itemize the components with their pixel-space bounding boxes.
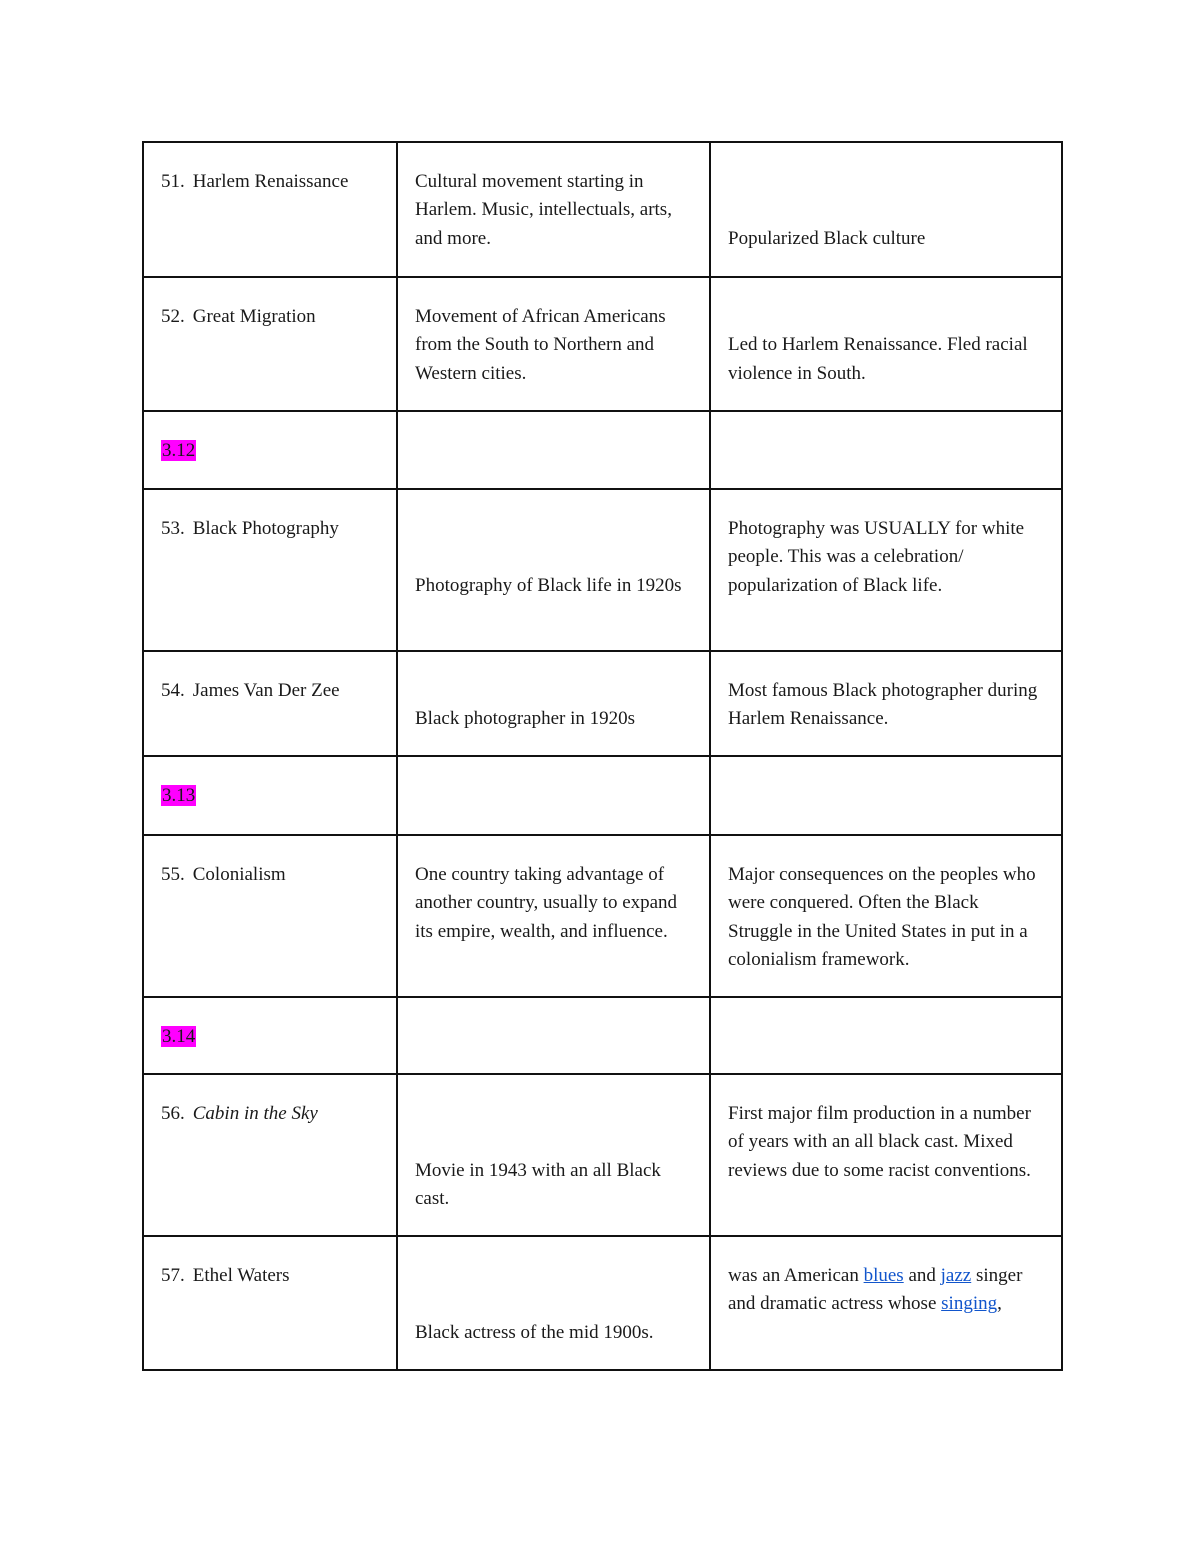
significance-cell bbox=[710, 142, 1062, 277]
empty-cell bbox=[710, 997, 1062, 1074]
table-row bbox=[143, 1236, 1062, 1370]
blues-link[interactable]: blues bbox=[863, 1265, 904, 1286]
definition-text: Movie in 1943 with an all Black cast. bbox=[415, 1159, 661, 1209]
term-text: Cabin in the Sky bbox=[192, 1103, 318, 1124]
definition-cell bbox=[397, 1236, 710, 1370]
term-number: 56. bbox=[161, 1103, 185, 1124]
term-number: 57. bbox=[161, 1265, 185, 1286]
definition-cell bbox=[397, 489, 710, 651]
term-number: 54. bbox=[161, 680, 185, 701]
table-row bbox=[143, 142, 1062, 277]
significance-text: Popularized Black culture bbox=[728, 227, 926, 249]
empty-cell bbox=[710, 411, 1062, 489]
definition-text: One country taking advantage of another country, usually to expand its empire, wealth, and influence. bbox=[415, 864, 678, 942]
significance-cell bbox=[710, 489, 1062, 651]
definition-text: Black photographer in 1920s bbox=[415, 708, 636, 730]
significance-text: Most famous Black photographer during Harlem Renaissance. bbox=[728, 680, 1038, 730]
significance-cell bbox=[710, 1074, 1062, 1236]
term-text: James Van Der Zee bbox=[192, 680, 340, 701]
term-number: 51. bbox=[161, 171, 185, 192]
significance-text: Led to Harlem Renaissance. Fled racial violence in South. bbox=[728, 334, 1028, 384]
empty-cell bbox=[397, 756, 710, 835]
term-number: 55. bbox=[161, 864, 185, 885]
section-cell bbox=[143, 411, 397, 489]
term-cell bbox=[143, 489, 397, 651]
term-text: Colonialism bbox=[192, 864, 286, 885]
term-cell bbox=[143, 142, 397, 277]
definition-text: Cultural movement starting in Harlem. Music, intellectuals, arts, and more. bbox=[415, 171, 672, 249]
significance-text-3: singer and dramatic actress whose bbox=[728, 1265, 1023, 1315]
significance-text: Major consequences on the peoples who were conquered. Often the Black Struggle in the United States in put in a colonialism framework. bbox=[728, 864, 1036, 970]
significance-cell bbox=[710, 277, 1062, 411]
empty-cell bbox=[710, 756, 1062, 835]
term-cell bbox=[143, 277, 397, 411]
term-cell bbox=[143, 1074, 397, 1236]
significance-cell bbox=[710, 835, 1062, 997]
section-row bbox=[143, 411, 1062, 489]
empty-cell bbox=[397, 997, 710, 1074]
significance-cell bbox=[710, 651, 1062, 756]
term-cell bbox=[143, 1236, 397, 1370]
section-row bbox=[143, 756, 1062, 835]
term-text: Black Photography bbox=[192, 518, 339, 539]
section-cell bbox=[143, 997, 397, 1074]
definition-cell bbox=[397, 651, 710, 756]
definition-cell bbox=[397, 142, 710, 277]
table-row bbox=[143, 651, 1062, 756]
definition-text: Photography of Black life in 1920s bbox=[415, 574, 682, 596]
significance-text-1: was an American bbox=[728, 1265, 864, 1286]
term-cell bbox=[143, 651, 397, 756]
term-text: Great Migration bbox=[192, 306, 316, 327]
significance-text: First major film production in a number of years with an all black cast. Mixed reviews due to some racist conventions. bbox=[728, 1103, 1031, 1181]
jazz-link[interactable]: jazz bbox=[940, 1265, 972, 1286]
term-number: 53. bbox=[161, 518, 185, 539]
significance-text-2: and bbox=[903, 1265, 941, 1286]
term-text: Ethel Waters bbox=[192, 1265, 290, 1286]
significance-cell bbox=[710, 1236, 1062, 1370]
section-label: 3.14 bbox=[162, 1026, 196, 1047]
table-row bbox=[143, 277, 1062, 411]
section-row bbox=[143, 997, 1062, 1074]
significance-text-4: , bbox=[997, 1293, 1002, 1315]
term-text: Harlem Renaissance bbox=[192, 171, 349, 192]
definition-cell bbox=[397, 1074, 710, 1236]
section-label: 3.13 bbox=[162, 785, 196, 806]
vocabulary-table bbox=[142, 141, 1063, 1371]
significance-text: Photography was USUALLY for white people. This was a celebration/ popularization of Black life. bbox=[728, 518, 1025, 596]
definition-text: Movement of African Americans from the South to Northern and Western cities. bbox=[415, 306, 666, 384]
term-cell bbox=[143, 835, 397, 997]
term-number: 52. bbox=[161, 306, 185, 327]
definition-text: Black actress of the mid 1900s. bbox=[415, 1321, 654, 1343]
definition-cell bbox=[397, 277, 710, 411]
empty-cell bbox=[397, 411, 710, 489]
table-row bbox=[143, 1074, 1062, 1236]
section-cell bbox=[143, 756, 397, 835]
singing-link[interactable]: singing bbox=[941, 1293, 998, 1315]
section-label: 3.12 bbox=[162, 440, 196, 461]
table-row bbox=[143, 489, 1062, 651]
table-row bbox=[143, 835, 1062, 997]
definition-cell bbox=[397, 835, 710, 997]
